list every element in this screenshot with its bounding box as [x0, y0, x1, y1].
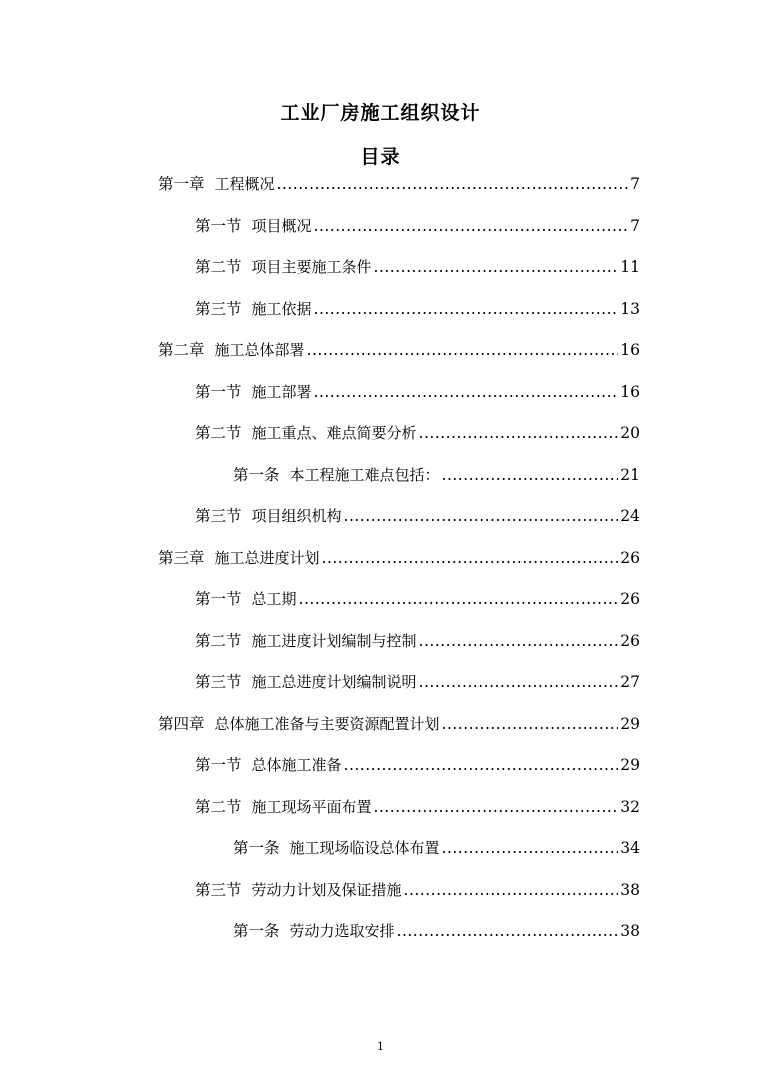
toc-entry-page: 7 — [630, 217, 640, 235]
toc-entry-page: 26 — [620, 590, 640, 608]
toc-entry-page: 7 — [630, 175, 640, 193]
toc-entry-number: 第一节 — [195, 590, 242, 608]
toc-entry[interactable] — [195, 795, 640, 819]
toc-entry[interactable] — [158, 546, 640, 570]
toc-entry-page: 16 — [620, 341, 640, 359]
toc-entry-page: 13 — [620, 300, 640, 318]
toc-entry-title: 劳动力计划及保证措施 — [251, 881, 402, 899]
toc-entry-number: 第一章 — [158, 175, 205, 193]
toc-entry[interactable] — [195, 214, 640, 238]
toc-entry-number: 第一条 — [233, 922, 280, 940]
toc-entry[interactable] — [195, 255, 640, 279]
toc-entry-title: 工程概况 — [214, 175, 275, 193]
toc-entry[interactable] — [195, 380, 640, 404]
toc-entry-title: 总体施工准备与主要资源配置计划 — [214, 715, 440, 733]
toc-entry-page: 21 — [620, 466, 640, 484]
toc-leader-dots — [344, 753, 619, 777]
toc-entry-page: 29 — [620, 756, 640, 774]
toc-leader-dots — [419, 629, 619, 653]
toc-entry-title: 总工期 — [251, 590, 297, 608]
toc-entry-title: 劳动力选取安排 — [289, 922, 395, 940]
toc-entry-page: 16 — [620, 383, 640, 401]
toc-leader-dots — [307, 338, 619, 362]
toc-leader-dots — [419, 421, 619, 445]
toc-entry-number: 第三节 — [195, 300, 242, 318]
toc-entry-number: 第一节 — [195, 756, 242, 774]
toc-entry[interactable] — [158, 172, 640, 196]
toc-entry-number: 第一节 — [195, 217, 242, 235]
toc-entry[interactable] — [233, 836, 640, 860]
toc-entry-number: 第一条 — [233, 466, 280, 484]
toc-entry-page: 38 — [620, 881, 640, 899]
toc-heading: 目录 — [360, 146, 401, 168]
toc-entry-title: 项目概况 — [251, 217, 312, 235]
toc-entry-title: 施工现场平面布置 — [251, 798, 372, 816]
toc-entry-number: 第四章 — [158, 715, 205, 733]
toc-leader-dots — [442, 463, 619, 487]
toc-leader-dots — [397, 919, 619, 943]
toc-entry-page: 26 — [620, 632, 640, 650]
document-title: 工业厂房施工组织设计 — [280, 102, 481, 124]
toc-entry-number: 第三节 — [195, 881, 242, 899]
toc-entry[interactable] — [195, 297, 640, 321]
toc-entry-number: 第三节 — [195, 673, 242, 691]
toc-leader-dots — [404, 878, 619, 902]
toc-entry[interactable] — [195, 670, 640, 694]
toc-entry-number: 第三章 — [158, 549, 205, 567]
toc-entry-page: 24 — [620, 507, 640, 525]
toc-entry[interactable] — [233, 463, 640, 487]
toc-entry[interactable] — [158, 338, 640, 362]
toc-entry-page: 20 — [620, 424, 640, 442]
toc-entry-page: 38 — [620, 922, 640, 940]
toc-entry-page: 32 — [620, 798, 640, 816]
toc-entry-title: 项目主要施工条件 — [251, 258, 372, 276]
toc-entry-number: 第二节 — [195, 632, 242, 650]
toc-entry[interactable] — [158, 712, 640, 736]
toc-entry-page: 26 — [620, 549, 640, 567]
toc-entry-title: 施工重点、难点简要分析 — [251, 424, 417, 442]
toc-entry-title: 施工总进度计划 — [214, 549, 320, 567]
toc-entry-title: 本工程施工难点包括： — [289, 466, 440, 484]
toc-leader-dots — [419, 670, 619, 694]
toc-entry[interactable] — [195, 587, 640, 611]
toc-entry[interactable] — [195, 878, 640, 902]
toc-entry-title: 施工进度计划编制与控制 — [251, 632, 417, 650]
toc-entry-title: 施工总体部署 — [214, 341, 305, 359]
toc-leader-dots — [442, 836, 619, 860]
toc-entry-title: 总体施工准备 — [251, 756, 342, 774]
toc-entry[interactable] — [195, 753, 640, 777]
toc-entry-number: 第二节 — [195, 258, 242, 276]
toc-entry-number: 第二节 — [195, 424, 242, 442]
toc-leader-dots — [344, 504, 619, 528]
toc-leader-dots — [314, 214, 629, 238]
toc-entry-title: 施工部署 — [251, 383, 312, 401]
toc-leader-dots — [374, 255, 619, 279]
toc-entry-title: 施工现场临设总体布置 — [289, 839, 440, 857]
toc-entry-title: 施工依据 — [251, 300, 312, 318]
toc-entry-number: 第一条 — [233, 839, 280, 857]
toc-entry-title: 项目组织机构 — [251, 507, 342, 525]
page-number: 1 — [377, 1040, 384, 1053]
toc-entry-page: 27 — [620, 673, 640, 691]
toc-entry[interactable] — [233, 919, 640, 943]
toc-leader-dots — [314, 297, 619, 321]
toc-leader-dots — [299, 587, 619, 611]
toc-entry[interactable] — [195, 421, 640, 445]
toc-entry-page: 34 — [620, 839, 640, 857]
toc-leader-dots — [322, 546, 619, 570]
toc-entry-title: 施工总进度计划编制说明 — [251, 673, 417, 691]
toc-entry[interactable] — [195, 629, 640, 653]
toc-entry-number: 第一节 — [195, 383, 242, 401]
toc-entry-number: 第二节 — [195, 798, 242, 816]
toc-entry-number: 第二章 — [158, 341, 205, 359]
toc-leader-dots — [442, 712, 619, 736]
toc-leader-dots — [314, 380, 619, 404]
toc-leader-dots — [374, 795, 619, 819]
toc-entry-page: 11 — [620, 258, 640, 276]
toc-entry-number: 第三节 — [195, 507, 242, 525]
toc-entry-page: 29 — [620, 715, 640, 733]
toc-leader-dots — [277, 172, 629, 196]
toc-entry[interactable] — [195, 504, 640, 528]
